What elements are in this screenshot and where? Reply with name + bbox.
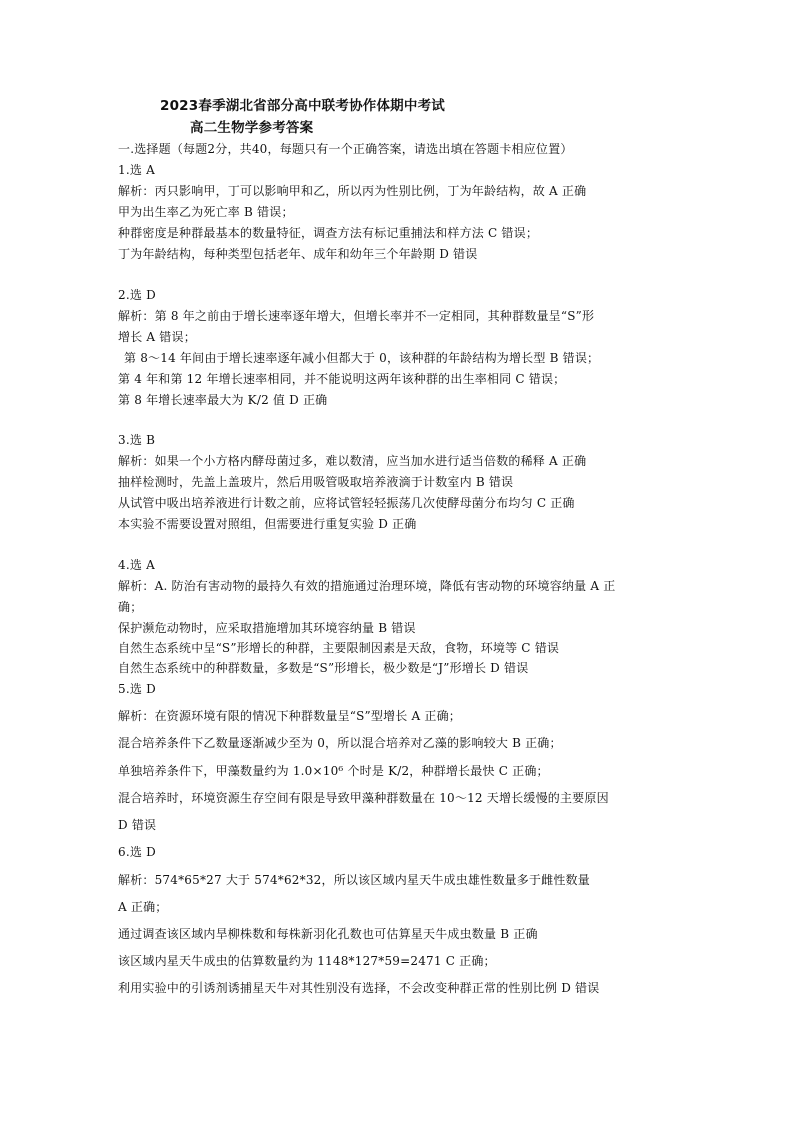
q4-line: 确； [118,600,143,614]
q6-answer: 6.选 D [118,845,156,859]
q4-line: 解析：A. 防治有害动物的最持久有效的措施通过治理环境，降低有害动物的环境容纳量 A 正 [118,579,616,593]
q5-answer: 5.选 D [118,682,156,696]
q4-answer: 4.选 A [118,558,155,572]
q2-line: 第 8 年增长速率最大为 K/2 值 D 正确 [118,393,328,407]
q4-line: 自然生态系统中的种群数量，多数是“S”形增长，极少数是“J”形增长 D 错误 [118,661,529,675]
q1-line: 丁为年龄结构，每种类型包括老年、成年和幼年三个年龄期 D 错误 [118,247,478,261]
q4-line: 保护濒危动物时，应采取措施增加其环境容纳量 B 错误 [118,621,416,635]
q2-line: 解析：第 8 年之前由于增长速率逐年增大，但增长率并不一定相同，其种群数量呈“S”形 [118,309,595,323]
q6-line: 通过调查该区域内旱柳株数和每株新羽化孔数也可估算星天牛成虫数量 B 正确 [118,927,538,941]
q3-answer: 3.选 B [118,433,156,447]
q5-line: 混合培养时，环境资源生存空间有限是导致甲藻种群数量在 10～12 天增长缓慢的主要原因 [118,791,609,805]
q3-line: 解析：如果一个小方格内酵母菌过多，难以数清，应当加水进行适当倍数的稀释 A 正确 [118,454,587,468]
document-title: 2023春季湖北省部分高中联考协作体期中考试 [160,98,445,114]
q6-line: 解析：574*65*27 大于 574*62*32，所以该区域内星天牛成虫雄性数量多于雌性数量 [118,873,590,887]
q3-line: 本实验不需要设置对照组，但需要进行重复实验 D 正确 [118,517,417,531]
q2-line: 增长 A 错误； [118,330,196,344]
q5-line: 混合培养条件下乙数量逐渐减少至为 0，所以混合培养对乙藻的影响较大 B 正确； [118,736,562,750]
q1-answer: 1.选 A [118,163,155,177]
q3-line: 从试管中吸出培养液进行计数之前，应将试管轻轻振荡几次使酵母菌分布均匀 C 正确 [118,496,575,510]
q2-line: 第 8～14 年间由于增长速率逐年减小但都大于 0，该种群的年龄结构为增长型 B 错误； [124,351,600,365]
q2-answer: 2.选 D [118,288,156,302]
q2-line: 第 4 年和第 12 年增长速率相同，并不能说明这两年该种群的出生率相同 C 错误； [118,372,566,386]
section-heading: 一.选择题（每题2分，共40，每题只有一个正确答案，请选出填在答题卡相应位置） [118,142,573,156]
q6-line: 该区域内星天牛成虫的估算数量约为 1148*127*59=2471 C 正确； [118,954,496,968]
q3-line: 抽样检测时，先盖上盖玻片，然后用吸管吸取培养液滴于计数室内 B 错误 [118,475,514,489]
q5-line: 解析：在资源环境有限的情况下种群数量呈“S”型增长 A 正确； [118,709,461,723]
q6-line: 利用实验中的引诱剂诱捕星天牛对其性别没有选择，不会改变种群正常的性别比例 D 错误 [118,981,600,995]
q1-line: 甲为出生率乙为死亡率 B 错误； [118,205,294,219]
q5-line: 单独培养条件下，甲藻数量约为 1.0×10⁶ 个时是 K/2，种群增长最快 C 正确； [118,764,549,778]
q1-line: 种群密度是种群最基本的数量特征，调查方法有标记重捕法和样方法 C 错误； [118,226,539,240]
q5-line: D 错误 [118,818,157,832]
document-subtitle: 高二生物学参考答案 [190,120,314,136]
q1-line: 解析：丙只影响甲，丁可以影响甲和乙，所以丙为性别比例，丁为年龄结构，故 A 正确 [118,184,587,198]
q6-line: A 正确； [118,900,168,914]
q4-line: 自然生态系统中呈“S”形增长的种群，主要限制因素是天敌，食物，环境等 C 错误 [118,641,560,655]
